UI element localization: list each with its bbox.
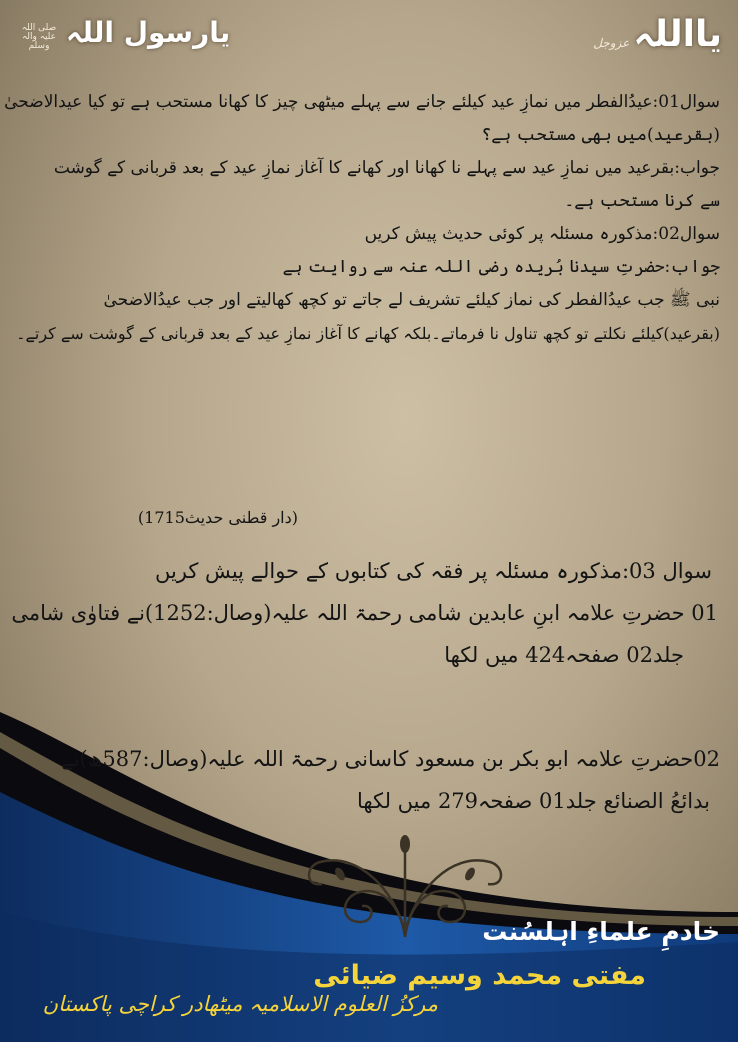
answer-2-line-3: (بقرعید)کیلئے نکلتے تو کچھ تناول نا فرماتے۔بلکہ کھانے کا آغاز نمازِ عید کے بعد قربانی کے گوشت سے کرتے۔ [16, 324, 720, 343]
decorative-flourish [300, 832, 510, 942]
qa-section-3 [10, 550, 720, 676]
salutation-calligraphy: صلی اللہ علیہ والہ وسلم [21, 23, 57, 51]
answer-2-line-2: نبی ﷺ جب عیدُالفطر کی نماز کیلئے تشریف لے جاتے تو کچھ کھالیتے اور جب عیدُالاضحیٰ [103, 290, 720, 310]
answer-2-line-1: جواب:حضرتِ سیدنا بُریدہ رضی اللہ عنہ سے روایت ہے [282, 257, 720, 277]
header-left [16, 16, 230, 51]
ya-rasool-allah-title: یارسول اللہ [66, 16, 231, 49]
question-1-line-2: (بقرعید)میں بھی مستحب ہے؟ [481, 125, 720, 145]
institute-address-text: مرکزُ العلوم الاسلامیہ میٹھادر کراچی پاکستان [42, 992, 438, 1016]
hadith-reference: (دار قطنی حدیث1715) [137, 508, 298, 527]
answer-1-line-1: جواب:بقرعید میں نمازِ عید سے پہلے نا کھانا اور کھانے کا آغاز نمازِ عید کے بعد قربانی کے گوشت [53, 158, 720, 178]
question-2-line-1: سوال02:مذکورہ مسئلہ پر کوئی حدیث پیش کریں [364, 224, 720, 244]
header [0, 0, 738, 70]
question-3-line-1: سوال 03:مذکورہ مسئلہ پر فقہ کی کتابوں کے حوالے پیش کریں [154, 559, 712, 583]
answer-1-line-2: سے کرنا مستحب ہے۔ [564, 191, 720, 211]
reference-1-line-2: جلد02 صفحہ424 میں لکھا [444, 643, 684, 667]
header-right [593, 14, 722, 55]
khadim-ulama-text: خادمِ علماءِ اہلسُنت [482, 917, 720, 946]
qa-section-4 [10, 738, 720, 822]
reference-2-line-2: بدائعُ الصنائع جلد01 صفحہ279 میں لکھا [356, 789, 710, 813]
reference-1-line-1: 01 حضرتِ علامہ ابنِ عابدین شامی رحمۃ اللہ علیہ(وصال:1252)نے فتاوٰی شامی [11, 601, 718, 625]
ya-allah-title: یااللہ [633, 14, 722, 55]
reference-2-line-1: 02حضرتِ علامہ ابو بکر بن مسعود کاسانی رحمۃ اللہ علیہ(وصال:587ھ)نے [61, 747, 720, 771]
azwajal-text: عزوجل [593, 36, 630, 50]
qa-section-1 [4, 86, 720, 350]
mufti-name-text: مفتی محمد وسیم ضیائی [313, 960, 646, 991]
question-1-line-1: سوال01:عیدُالفطر میں نمازِ عید کیلئے جانے سے پہلے میٹھی چیز کا کھانا مستحب ہے تو کیا عیدالاضحیٰ [4, 92, 720, 112]
